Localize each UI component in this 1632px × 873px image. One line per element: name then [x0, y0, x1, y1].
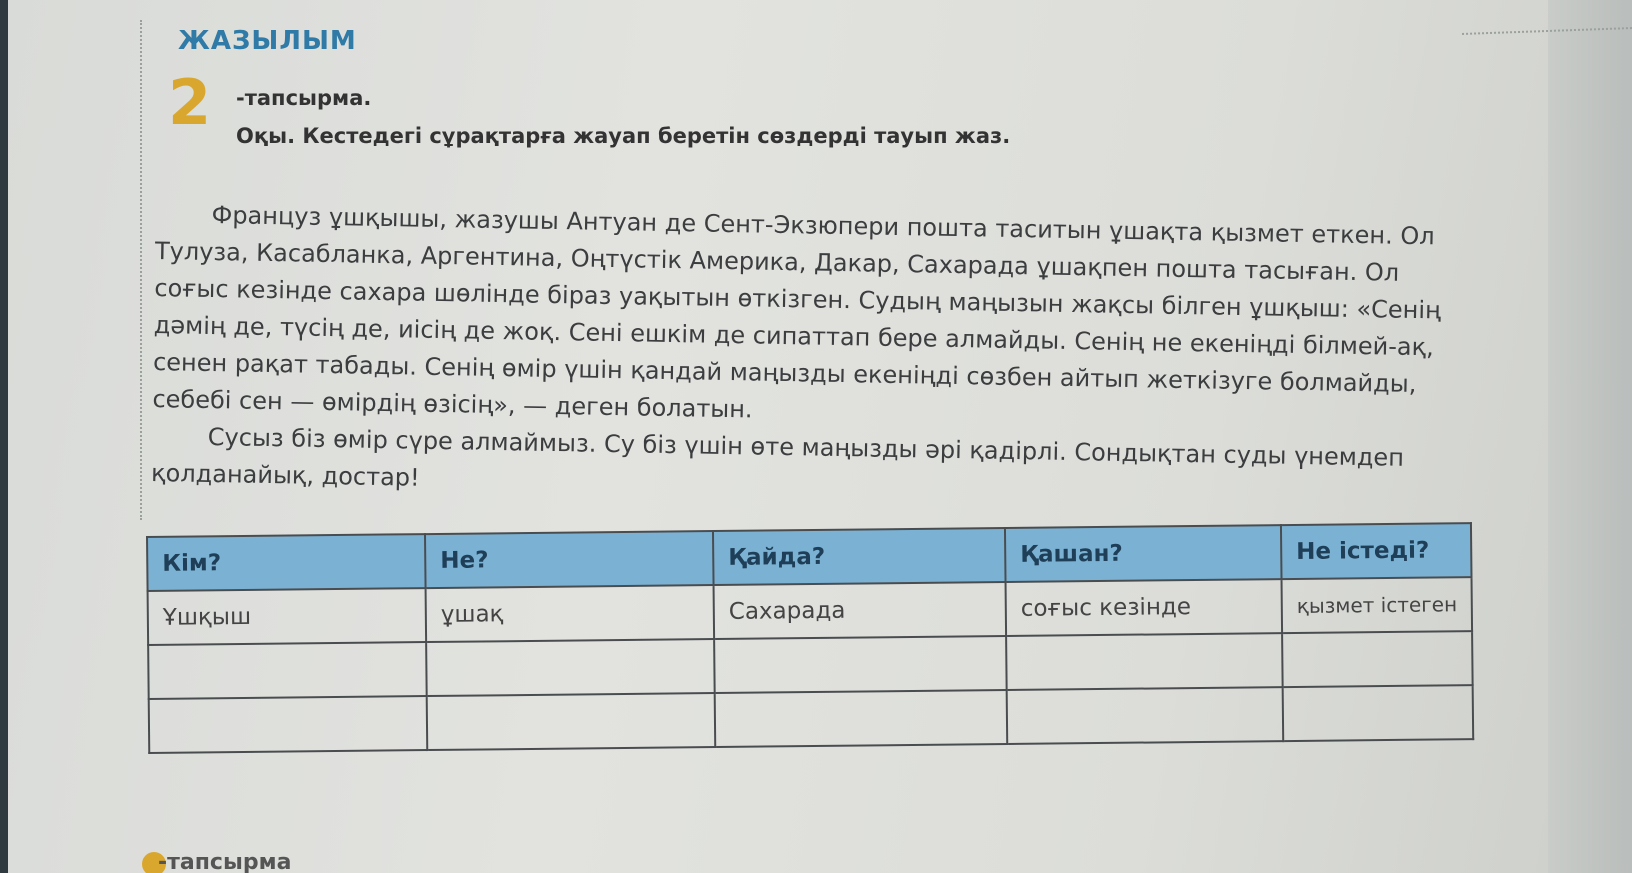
page-left-shadow	[0, 0, 8, 873]
answer-table-wrapper	[146, 522, 1475, 754]
header-who: Кім?	[147, 534, 426, 591]
table-cell	[1007, 687, 1284, 744]
reading-text	[151, 196, 1456, 515]
table-cell	[1282, 631, 1473, 687]
table-cell	[426, 639, 715, 696]
header-what: Не?	[425, 531, 714, 588]
table-cell	[149, 696, 428, 753]
paragraph-2: Сусыз біз өмір сүре алмаймыз. Су біз үшін өте маңызды әрі қадірлі. Сондықтан суды үнемдеп қолданайық, достар!	[150, 422, 1405, 492]
table-cell	[1283, 685, 1474, 741]
paragraph-1: Француз ұшқышы, жазушы Антуан де Сент-Экзюпери пошта таситын ұшақта қызмет еткен. Ол Тулуза, Касабланка, Аргентина, Оңтүстік Америка, Дакар, Сахарада ұшақпен пошта тасыған. Ол соғыс кезінде сахара шөлінде біраз уақытын өткізген. Судың маңызын жақсы білген ұшқыш: «Сенің дәмің де, түсің де, иісің де жоқ. Сені ешкім де сипаттап бере алмайды. Сенің не екеніңді білмей-ақ, сенен рақат табады. Сенің өмір үшін қандай маңызды екеніңді сөзбен айтып жеткізуге болмайды, себебі сен — өмірдің өзісің», — деген болатын.	[152, 200, 1442, 424]
table-cell	[714, 636, 1007, 693]
task-number: 2	[168, 66, 212, 139]
header-when: Қашан?	[1005, 525, 1282, 582]
table-cell: Сахарада	[714, 582, 1007, 639]
table-cell: ұшақ	[426, 585, 715, 642]
answer-table	[146, 522, 1475, 754]
header-did-what: Не істеді?	[1281, 523, 1472, 579]
table-cell: соғыс кезінде	[1006, 579, 1283, 636]
next-page-edge	[1548, 0, 1632, 873]
next-task-label: -тапсырма	[158, 850, 292, 873]
table-cell	[148, 642, 427, 699]
table-cell	[427, 693, 716, 750]
margin-dotted-line	[140, 20, 142, 520]
textbook-page	[8, 0, 1548, 873]
table-cell	[715, 690, 1008, 747]
header-where: Қайда?	[713, 528, 1006, 585]
table-cell: қызмет істеген	[1282, 577, 1473, 633]
table-cell	[1006, 633, 1283, 690]
task-instruction: Оқы. Кестедегі сұрақтарға жауап беретін сөздерді тауып жаз.	[236, 124, 1011, 148]
table-cell: Ұшқыш	[148, 588, 427, 645]
task-label: -тапсырма.	[236, 86, 372, 110]
section-title: ЖАЗЫЛЫМ	[178, 26, 357, 56]
